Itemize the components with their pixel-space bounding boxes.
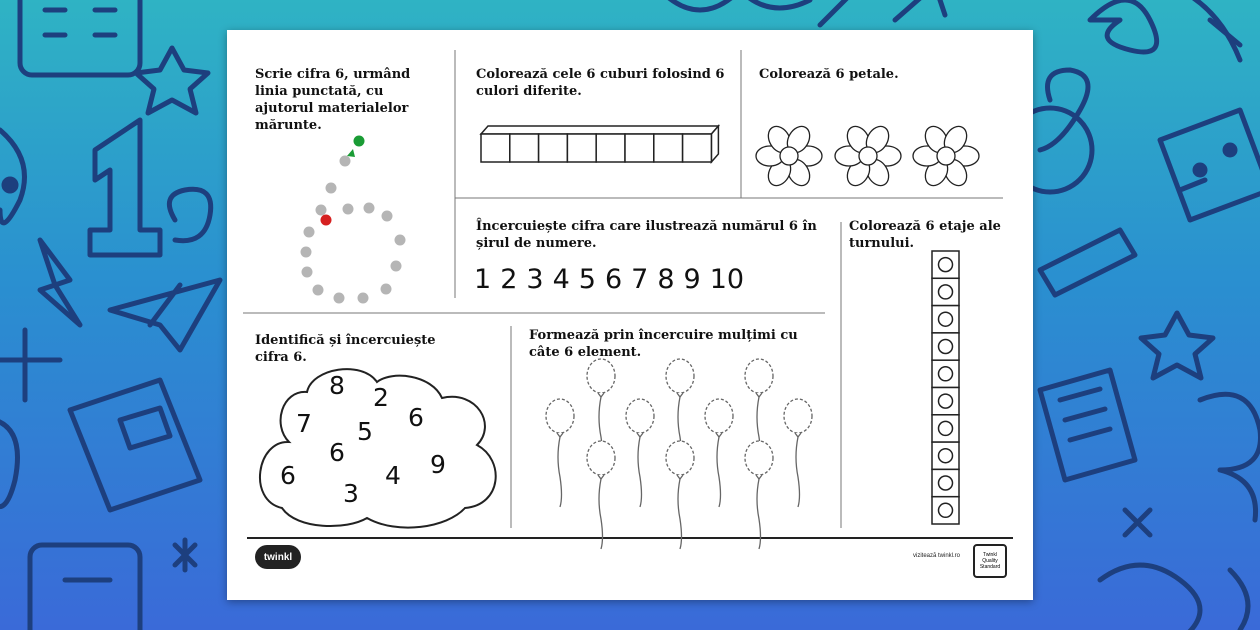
- trace-start-dot: [354, 136, 365, 147]
- flower-icon[interactable]: [835, 122, 901, 189]
- balloon-knot: [756, 475, 762, 479]
- section-write-six: Scrie cifra 6, urmând linia punctată, cu ajutorul materialelor mărunte.: [255, 67, 411, 133]
- cube-row-top: [481, 126, 718, 134]
- cube-icon[interactable]: [510, 134, 539, 162]
- worksheet: [227, 30, 1033, 600]
- trace-dot: [301, 247, 312, 258]
- notebook-icon: [1040, 370, 1135, 480]
- paper-plane-icon: [110, 280, 220, 350]
- balloon-knot: [598, 393, 604, 397]
- cube-icon[interactable]: [481, 134, 510, 162]
- trace-dot: [381, 284, 392, 295]
- number-item[interactable]: 1: [474, 264, 492, 295]
- trace-dot: [313, 285, 324, 296]
- balloon-group: [546, 359, 812, 549]
- balloon-knot: [716, 433, 722, 437]
- balloon-icon[interactable]: [587, 441, 615, 549]
- dotted-six-trace: [301, 136, 406, 304]
- trace-dot: [358, 293, 369, 304]
- flower-center: [859, 147, 877, 165]
- number-item[interactable]: 8: [657, 264, 675, 295]
- cloud-number[interactable]: 9: [430, 450, 446, 479]
- balloon-icon[interactable]: [705, 399, 733, 507]
- trace-dot: [364, 203, 375, 214]
- section-form-sets: Formează prin încercuire mulțimi cu câte 6 element.: [529, 328, 798, 360]
- trace-dot: [382, 211, 393, 222]
- balloon-icon[interactable]: [784, 399, 812, 507]
- cloud-number[interactable]: 6: [408, 403, 424, 432]
- balloon-body[interactable]: [666, 359, 694, 393]
- trace-dot: [391, 261, 402, 272]
- cube-row: [481, 126, 718, 162]
- trace-arrow-icon: [347, 149, 355, 157]
- balloon-icon[interactable]: [666, 441, 694, 549]
- number-item[interactable]: 2: [500, 264, 518, 295]
- trace-dot: [302, 267, 313, 278]
- number-eight-icon: [1090, 0, 1157, 52]
- twinkl-logo[interactable]: twinkl: [255, 545, 301, 569]
- cloud-number[interactable]: 2: [373, 383, 389, 412]
- balloon-knot: [677, 393, 683, 397]
- balloon-body[interactable]: [666, 441, 694, 475]
- trace-dot: [304, 227, 315, 238]
- trace-dot: [395, 235, 406, 246]
- flower-center: [780, 147, 798, 165]
- tower-window: [939, 285, 953, 299]
- cloud-number[interactable]: 4: [385, 461, 401, 490]
- plus-icon: [0, 330, 60, 400]
- lightning-icon: [40, 240, 80, 325]
- section-color-cubes: Colorează cele 6 cuburi folosind 6 culori diferite.: [476, 67, 725, 99]
- balloon-body[interactable]: [745, 441, 773, 475]
- cloud-number[interactable]: 6: [280, 461, 296, 490]
- trace-dot: [316, 205, 327, 216]
- number-row: [474, 264, 744, 295]
- cube-icon[interactable]: [567, 134, 596, 162]
- cube-icon[interactable]: [683, 134, 712, 162]
- balloon-body[interactable]: [705, 399, 733, 433]
- trace-point-dot: [321, 215, 332, 226]
- star-icon: [136, 48, 208, 113]
- cube-icon[interactable]: [539, 134, 568, 162]
- tower-window: [939, 503, 953, 517]
- balloon-body[interactable]: [546, 399, 574, 433]
- number-item[interactable]: 3: [526, 264, 544, 295]
- balloon-string: [638, 437, 642, 507]
- tower-window: [939, 340, 953, 354]
- tower-window: [939, 476, 953, 490]
- tower-window: [939, 367, 953, 381]
- footer-note[interactable]: vizitează twinkl.ro: [913, 553, 961, 559]
- trace-dot: [326, 183, 337, 194]
- cube-icon[interactable]: [625, 134, 654, 162]
- section-circle-number: Încercuiește cifra care ilustrează numărul 6 în șirul de numere.: [476, 219, 817, 251]
- balloon-body[interactable]: [587, 441, 615, 475]
- cloud-number[interactable]: 3: [343, 479, 359, 508]
- tower-window: [939, 421, 953, 435]
- tower-window: [939, 312, 953, 326]
- number-item[interactable]: 6: [604, 264, 623, 295]
- book-icon: [70, 380, 200, 510]
- pencil-icon: [1040, 230, 1135, 295]
- balloon-knot: [795, 433, 801, 437]
- cloud-number[interactable]: 7: [296, 409, 312, 438]
- cloud-number[interactable]: 6: [329, 438, 345, 467]
- balloon-knot: [557, 433, 563, 437]
- balloon-string: [796, 437, 800, 507]
- trace-dot: [340, 156, 351, 167]
- balloon-knot: [756, 393, 762, 397]
- number-item[interactable]: 7: [631, 264, 649, 295]
- number-item[interactable]: 5: [578, 264, 596, 295]
- cube-icon[interactable]: [654, 134, 683, 162]
- balloon-knot: [677, 475, 683, 479]
- spiral-icon: [169, 189, 210, 240]
- flower-icon[interactable]: [913, 122, 979, 189]
- balloon-body[interactable]: [626, 399, 654, 433]
- cloud-number[interactable]: 5: [357, 417, 373, 446]
- tower-window: [939, 258, 953, 272]
- quality-badge: Twinkl Quality Standard: [973, 544, 1007, 578]
- asterisk-icon: [175, 540, 195, 570]
- balloon-body[interactable]: [784, 399, 812, 433]
- flower-row: [756, 122, 979, 189]
- balloon-body[interactable]: [745, 359, 773, 393]
- balloon-icon[interactable]: [745, 441, 773, 549]
- number-item[interactable]: 9: [683, 264, 701, 295]
- number-three-icon: [1200, 394, 1260, 520]
- balloon-knot: [637, 433, 643, 437]
- balloon-icon[interactable]: [546, 399, 574, 507]
- calculator-icon-2: [30, 545, 140, 630]
- tower-window: [939, 449, 953, 463]
- star-icon-2: [1141, 313, 1213, 378]
- cube-icon[interactable]: [596, 134, 625, 162]
- balloon-body[interactable]: [587, 359, 615, 393]
- flower-icon[interactable]: [756, 122, 822, 189]
- balloon-icon[interactable]: [626, 399, 654, 507]
- balloon-string: [558, 437, 562, 507]
- flower-center: [937, 147, 955, 165]
- trace-dot: [343, 204, 354, 215]
- section-color-tower: Colorează 6 etaje ale turnului.: [849, 219, 1001, 251]
- tower-window: [939, 394, 953, 408]
- tower: [932, 251, 959, 524]
- balloon-knot: [598, 475, 604, 479]
- number-item[interactable]: 4: [552, 264, 570, 295]
- section-identify-six: Identifică și încercuiește cifra 6.: [255, 333, 436, 365]
- trace-dot: [334, 293, 345, 304]
- cloud-number[interactable]: 8: [329, 371, 345, 400]
- section-color-petals: Colorează 6 petale.: [759, 67, 899, 82]
- balloon-string: [717, 437, 721, 507]
- number-one-icon: [90, 120, 160, 255]
- number-item[interactable]: 10: [709, 264, 745, 295]
- dice-icon: [1160, 110, 1260, 220]
- calculator-icon: [20, 0, 140, 75]
